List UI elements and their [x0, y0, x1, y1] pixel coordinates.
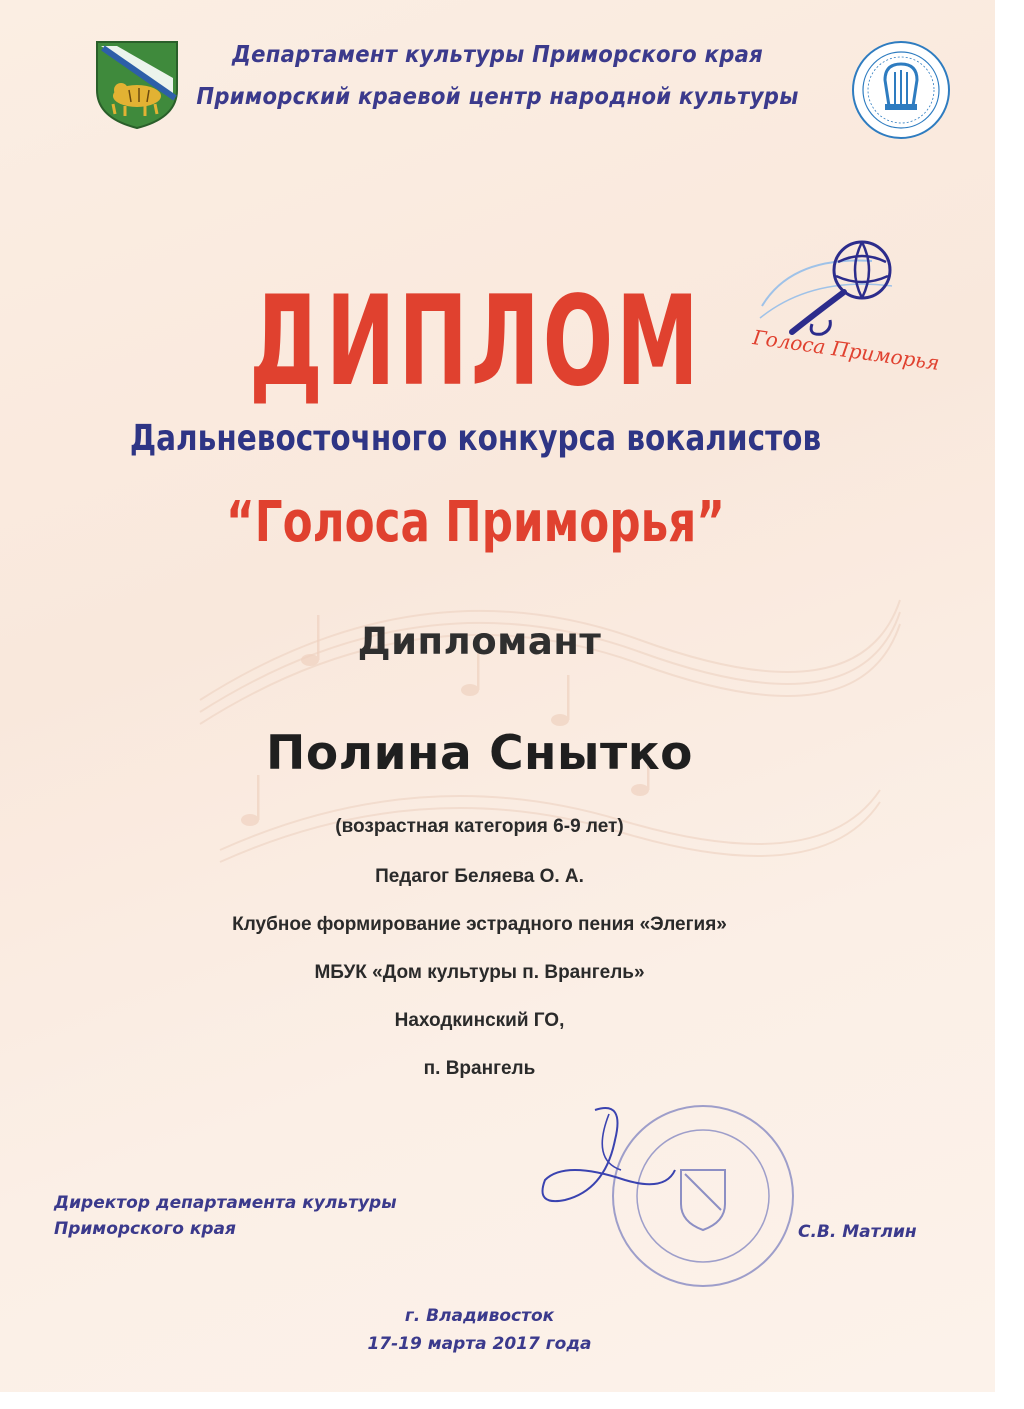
- contest-name: “Голоса Приморья”: [226, 490, 725, 555]
- official-stamp-icon: [525, 1100, 805, 1290]
- detail-age-category: (возрастная категория 6-9 лет): [335, 816, 624, 837]
- diploma-title: ДИПЛОМ: [249, 268, 702, 414]
- footer-city: г. Владивосток: [404, 1306, 555, 1326]
- detail-settlement: п. Врангель: [423, 1058, 536, 1079]
- award-title: Дипломант: [357, 620, 602, 663]
- detail-club: Клубное формирование эстрадного пения «Элегия»: [232, 914, 727, 935]
- signatory-position-line1: Директор департамента культуры: [54, 1193, 397, 1213]
- footer-dates: 17-19 марта 2017 года: [367, 1334, 592, 1354]
- org-line-2: Приморский краевой центр народной культуры: [196, 84, 799, 110]
- org-line-1: Департамент культуры Приморского края: [231, 42, 764, 68]
- signatory-name: С.В. Матлин: [798, 1222, 917, 1242]
- signatory-position-line2: Приморского края: [54, 1219, 236, 1239]
- festival-logo-text: Голоса Приморья: [751, 325, 941, 375]
- detail-teacher: Педагог Беляева О. А.: [375, 866, 584, 887]
- detail-institution: МБУК «Дом культуры п. Врангель»: [314, 962, 645, 983]
- winner-name: Полина Снытко: [266, 726, 693, 781]
- detail-district: Находкинский ГО,: [394, 1010, 565, 1031]
- signatory-position: [54, 1190, 397, 1242]
- contest-subtitle: Дальневосточного конкурса вокалистов: [129, 418, 822, 459]
